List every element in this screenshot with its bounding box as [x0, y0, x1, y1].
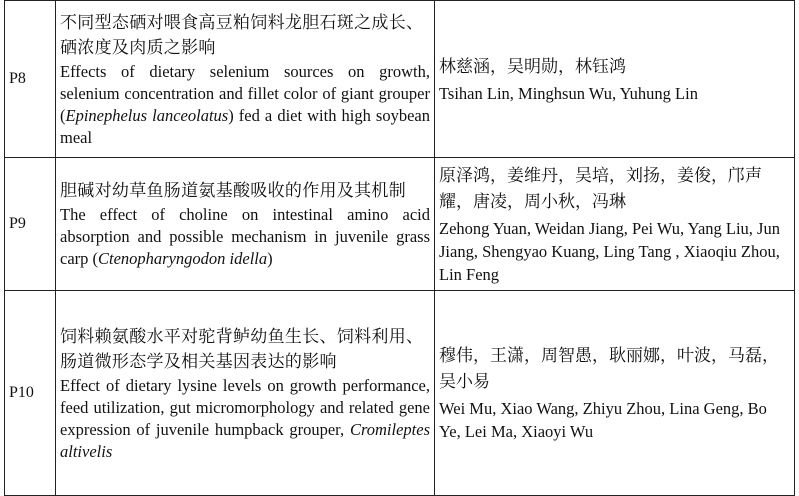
- title-english-lead: Effect of dietary lysine levels on growth performance, feed utilization, gut micromorphology and related gene expression of juvenile humpback grouper,: [60, 375, 430, 439]
- authors-english: Tsihan Lin, Minghsun Wu, Yuhung Lin: [439, 83, 698, 103]
- table-row: [5, 1, 795, 158]
- title-english-tail: ): [267, 249, 273, 268]
- species-name: Ctenopharyngodon idella: [98, 249, 268, 268]
- species-name: Epinephelus lanceolatus: [65, 105, 229, 125]
- poster-title-cell: [56, 158, 435, 291]
- poster-id: P9: [5, 158, 56, 291]
- authors-cell: [435, 291, 795, 496]
- species-name: Cromileptes altivelis: [60, 419, 430, 461]
- poster-table: [4, 0, 795, 496]
- authors-cell: [435, 1, 795, 158]
- title-chinese: 饲料赖氨酸水平对驼背鲈幼鱼生长、饲料利用、肠道微形态学及相关基因表达的影响: [60, 326, 424, 372]
- table-row: [5, 158, 795, 291]
- authors-chinese: 原泽鸿，姜维丹，吴培，刘扬，姜俊，邝声耀，唐凌，周小秋，冯琳: [439, 165, 762, 212]
- poster-id: P8: [5, 1, 56, 158]
- table-row: [5, 291, 795, 496]
- title-chinese: 不同型态硒对喂食高豆粕饲料龙胆石斑之成长、硒浓度及肉质之影响: [60, 12, 424, 58]
- poster-title-cell: [56, 1, 435, 158]
- title-english-tail: ) fed a diet with high soybean meal: [60, 105, 430, 147]
- title-english-lead: Effects of dietary selenium sources on growth, selenium concentration and fillet color of giant grouper (: [60, 61, 430, 125]
- poster-id: P10: [5, 291, 56, 496]
- authors-chinese: 穆伟，王潇，周智愚，耿丽娜，叶波，马磊，吴小易: [439, 346, 779, 392]
- poster-title-cell: [56, 291, 435, 496]
- title-chinese: 胆碱对幼草鱼肠道氨基酸吸收的作用及其机制: [60, 181, 406, 201]
- title-english-lead: The effect of choline on intestinal amino acid absorption and possible mechanism in juvenile grass carp (: [60, 205, 430, 268]
- title-english: [60, 61, 430, 149]
- authors-english: Zehong Yuan, Weidan Jiang, Pei Wu, Yang Liu, Jun Jiang, Shengyao Kuang, Ling Tang , Xiaoqiu Zhou, Lin Feng: [439, 218, 780, 284]
- authors-english: Wei Mu, Xiao Wang, Zhiyu Zhou, Lina Geng, Bo Ye, Lei Ma, Xiaoyi Wu: [439, 399, 767, 441]
- title-english: [60, 375, 430, 463]
- authors-chinese: 林慈涵，吴明勋，林钰鸿: [439, 56, 626, 77]
- title-english: [60, 204, 430, 270]
- authors-cell: [435, 158, 795, 291]
